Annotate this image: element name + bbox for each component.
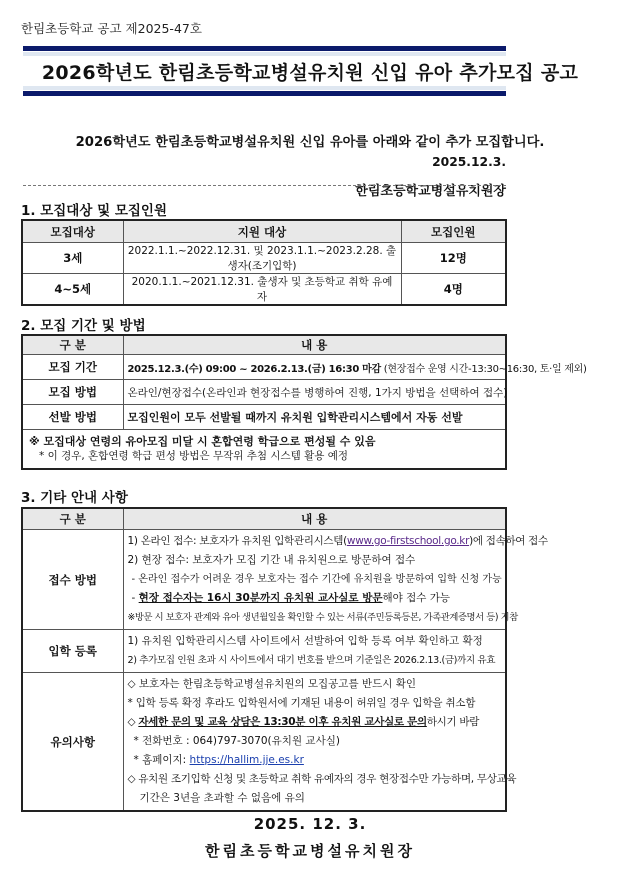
dash: -	[131, 592, 139, 604]
firstschool-link[interactable]: www.go-firstschool.go.kr	[346, 535, 470, 547]
caution-line-6: ◇ 유치원 조기입학 신청 및 초등학교 취학 유예자의 경우 현장접수만 가능하며, 무상교육	[127, 773, 517, 785]
page-title: 2026학년도 한림초등학교병설유치원 신입 유아 추가모집 공고	[41, 62, 579, 84]
row-label: 모집 기간	[22, 355, 123, 380]
deadline-emphasis: 현장 접수자는 16시 30분까지 유치원 교사실로 방문	[138, 592, 383, 604]
row-content	[123, 673, 517, 812]
caution-line-1: ◇ 보호자는 한림초등학교병설유치원의 모집공고를 반드시 확인	[127, 678, 416, 690]
row-content	[123, 630, 506, 673]
period-method-table	[21, 334, 587, 470]
dashed-divider	[23, 185, 506, 186]
apply-line-online	[127, 532, 548, 551]
recruitment-target-table	[21, 219, 507, 306]
inquiry-emphasis: 자세한 문의 및 교육 상담은 13:30분 이후 유치원 교사실로 문의	[138, 716, 427, 728]
column-header: 내 용	[123, 335, 506, 355]
table-row	[22, 380, 506, 405]
apply-line-documents: ※방문 시 보호자 관계와 유아 생년월일을 확인할 수 있는 서류(주민등록등본, 가족관계증명서 등) 지참	[127, 612, 518, 623]
apply-online-text-end: )에 접속하여 접수	[469, 535, 548, 547]
section3-heading: 3. 기타 안내 사항	[21, 490, 128, 506]
caution-line-2: * 입학 등록 확정 후라도 입학원서에 기재된 내용이 허위일 경우 입학을 취소함	[127, 697, 476, 709]
title-bar-bottom-light	[23, 86, 506, 90]
register-line-1: 1) 유치원 입학관리시스템 사이트에서 선발하여 입학 등록 여부 확인하고 확정	[127, 635, 483, 647]
row-label: 모집 방법	[22, 380, 123, 405]
note-main: ※ 모집대상 연령의 유아모집 미달 시 혼합연령 학급으로 편성될 수 있음	[29, 435, 376, 448]
period-dates: 2025.12.3.(수) 09:00 ~ 2026.2.13.(금) 16:30 마감	[127, 363, 381, 375]
row-label: 유의사항	[22, 673, 123, 812]
caution-homepage	[128, 751, 502, 770]
table-row-register	[22, 630, 506, 673]
column-header: 구 분	[22, 508, 123, 530]
footer-date: 2025. 12. 3.	[253, 815, 367, 833]
column-header: 모집인원	[401, 220, 506, 243]
table-note	[22, 430, 506, 470]
row-content	[123, 530, 548, 630]
column-header: 지원 대상	[123, 220, 401, 243]
recruit-count: 12명	[401, 243, 506, 274]
table-row	[22, 405, 506, 430]
note-sub: * 이 경우, 혼합연령 학급 편성 방법은 무작위 추첨 시스템 활용 예정	[39, 450, 349, 462]
apply-online-text: 1) 온라인 접수: 보호자가 유치원 입학관리시스템(	[127, 535, 347, 547]
row-label: 선발 방법	[22, 405, 123, 430]
eligibility: 2022.1.1.~2022.12.31. 및 2023.1.1.~2023.2.28. 출생자(조기입학)	[123, 243, 401, 274]
table-row	[22, 274, 506, 306]
column-header: 모집대상	[22, 220, 123, 243]
caution-phone: * 전화번호 : 064)797-3070(유치원 교사실)	[133, 735, 340, 747]
apply-line-visit: - 온라인 접수가 어려운 경우 보호자는 접수 기간에 유치원을 방문하여 입학 신청 가능	[131, 574, 502, 585]
footer-issuer: 한림초등학교병설유치원장	[205, 842, 415, 860]
row-content: 모집인원이 모두 선발될 때까지 유치원 입학관리시스템에서 자동 선발	[123, 405, 506, 430]
row-content	[123, 355, 587, 380]
table-header-row	[22, 335, 506, 355]
table-row-apply	[22, 530, 506, 630]
section2-heading: 2. 모집 기간 및 방법	[21, 318, 146, 334]
deadline-text-end: 해야 접수 가능	[382, 592, 451, 604]
caution-line-7: 기간은 3년을 초과할 수 없음에 유의	[139, 792, 305, 804]
other-info-table	[21, 507, 548, 812]
target-age: 4~5세	[22, 274, 123, 306]
notice-number: 한림초등학교 공고 제2025-47호	[21, 21, 202, 36]
homepage-link[interactable]: https://hallim.jje.es.kr	[189, 754, 304, 766]
table-row-caution	[22, 673, 506, 812]
apply-line-onsite: 2) 현장 접수: 보호자가 모집 기간 내 유치원으로 방문하여 접수	[127, 554, 416, 566]
column-header: 내 용	[123, 508, 506, 530]
recruit-count: 4명	[401, 274, 506, 306]
issuer-signature: 한림초등학교병설유치원장	[355, 184, 506, 199]
column-header: 구 분	[22, 335, 123, 355]
target-age: 3세	[22, 243, 123, 274]
title-bar-top-light	[23, 52, 506, 56]
section1-heading: 1. 모집대상 및 모집인원	[21, 203, 167, 219]
lead-sentence: 2026학년도 한림초등학교병설유치원 신입 유아를 아래와 같이 추가 모집합니다.	[75, 135, 545, 150]
table-row	[22, 243, 506, 274]
apply-line-deadline	[128, 589, 502, 608]
row-label: 입학 등록	[22, 630, 123, 673]
table-header-row	[22, 220, 506, 243]
title-bar-top-dark	[23, 46, 506, 51]
register-line-2: 2) 추가모집 인원 초과 시 사이트에서 대기 번호를 받으며 기준일은 2026.2.13.(금)까지 유효	[127, 655, 496, 666]
inquiry-text-end: 하시기 바람	[426, 716, 480, 728]
table-header-row	[22, 508, 506, 530]
caution-line-3	[128, 713, 502, 732]
table-note-row	[22, 430, 506, 470]
title-bar-bottom-dark	[23, 91, 506, 96]
row-label: 접수 방법	[22, 530, 123, 630]
eligibility: 2020.1.1.~2021.12.31. 출생자 및 초등학교 취학 유예자	[123, 274, 401, 306]
diamond-icon: ◇	[127, 716, 139, 728]
table-row	[22, 355, 506, 380]
announcement-date: 2025.12.3.	[432, 155, 506, 169]
period-note: (현장접수 운영 시간-13:30~16:30, 토·일 제외)	[380, 363, 587, 375]
row-content: 온라인/현장접수(온라인과 현장접수를 병행하여 진행, 1가지 방법을 선택하여 접수)	[123, 380, 506, 405]
homepage-label: * 홈페이지:	[133, 754, 190, 766]
